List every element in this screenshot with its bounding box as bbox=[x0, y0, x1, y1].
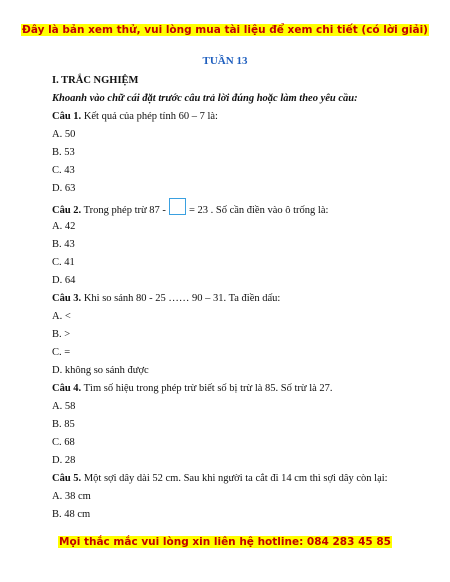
question-3 bbox=[52, 290, 412, 308]
question-4-label: Câu 4. bbox=[52, 383, 82, 394]
worksheet-content bbox=[52, 72, 412, 524]
question-2-option-d: D. 64 bbox=[52, 275, 76, 286]
question-1-text: Kết quả của phép tính 60 – 7 là: bbox=[81, 111, 218, 122]
question-2 bbox=[52, 198, 412, 218]
question-1-option-d: D. 63 bbox=[52, 183, 76, 194]
blank-answer-box bbox=[169, 198, 186, 215]
question-2-text-after: = 23 . Số cần điền vào ô trống là: bbox=[188, 205, 329, 216]
question-1-label: Câu 1. bbox=[52, 111, 82, 122]
question-2-option-a: A. 42 bbox=[52, 221, 76, 232]
question-3-label: Câu 3. bbox=[52, 293, 82, 304]
question-3-option-a: A. < bbox=[52, 311, 71, 322]
question-2-label: Câu 2. bbox=[52, 205, 82, 216]
question-5-text: Một sợi dây dài 52 cm. Sau khi người ta cắt đi 14 cm thì sợi dây còn lại: bbox=[81, 473, 388, 484]
hotline-banner-text: Mọi thắc mắc vui lòng xin liên hệ hotline: 084 283 45 85 bbox=[59, 536, 391, 548]
section-title: I. TRẮC NGHIỆM bbox=[52, 75, 139, 86]
question-5-option-b: B. 48 cm bbox=[52, 509, 91, 520]
question-4-option-d: D. 28 bbox=[52, 455, 76, 466]
question-2-option-b: B. 43 bbox=[52, 239, 75, 250]
preview-banner bbox=[0, 24, 450, 36]
question-5-label: Câu 5. bbox=[52, 473, 82, 484]
question-5-option-a: A. 38 cm bbox=[52, 491, 91, 502]
question-3-option-c: C. = bbox=[52, 347, 71, 358]
question-2-option-c: C. 41 bbox=[52, 257, 75, 268]
question-4-text: Tìm số hiệu trong phép trừ biết số bị trừ là 85. Số trừ là 27. bbox=[81, 383, 333, 394]
question-1-option-c: C. 43 bbox=[52, 165, 75, 176]
question-4-option-c: C. 68 bbox=[52, 437, 75, 448]
question-4 bbox=[52, 380, 412, 398]
question-2-text-before: Trong phép trừ 87 - bbox=[81, 205, 166, 216]
instruction-text: Khoanh vào chữ cái đặt trước câu trả lời đúng hoặc làm theo yêu cầu: bbox=[52, 93, 358, 104]
hotline-banner bbox=[0, 536, 450, 548]
question-5 bbox=[52, 470, 412, 488]
question-4-option-a: A. 58 bbox=[52, 401, 76, 412]
question-3-text: Khi so sánh 80 - 25 …… 90 – 31. Ta điền dấu: bbox=[81, 293, 281, 304]
question-1 bbox=[52, 108, 412, 126]
question-4-option-b: B. 85 bbox=[52, 419, 75, 430]
week-title: TUẦN 13 bbox=[202, 55, 248, 67]
question-3-option-b: B. > bbox=[52, 329, 71, 340]
question-1-option-a: A. 50 bbox=[52, 129, 76, 140]
question-1-option-b: B. 53 bbox=[52, 147, 75, 158]
preview-banner-text: Đây là bản xem thử, vui lòng mua tài liệu để xem chi tiết (có lời giải) bbox=[22, 24, 428, 36]
question-3-option-d: D. không so sánh được bbox=[52, 365, 149, 376]
